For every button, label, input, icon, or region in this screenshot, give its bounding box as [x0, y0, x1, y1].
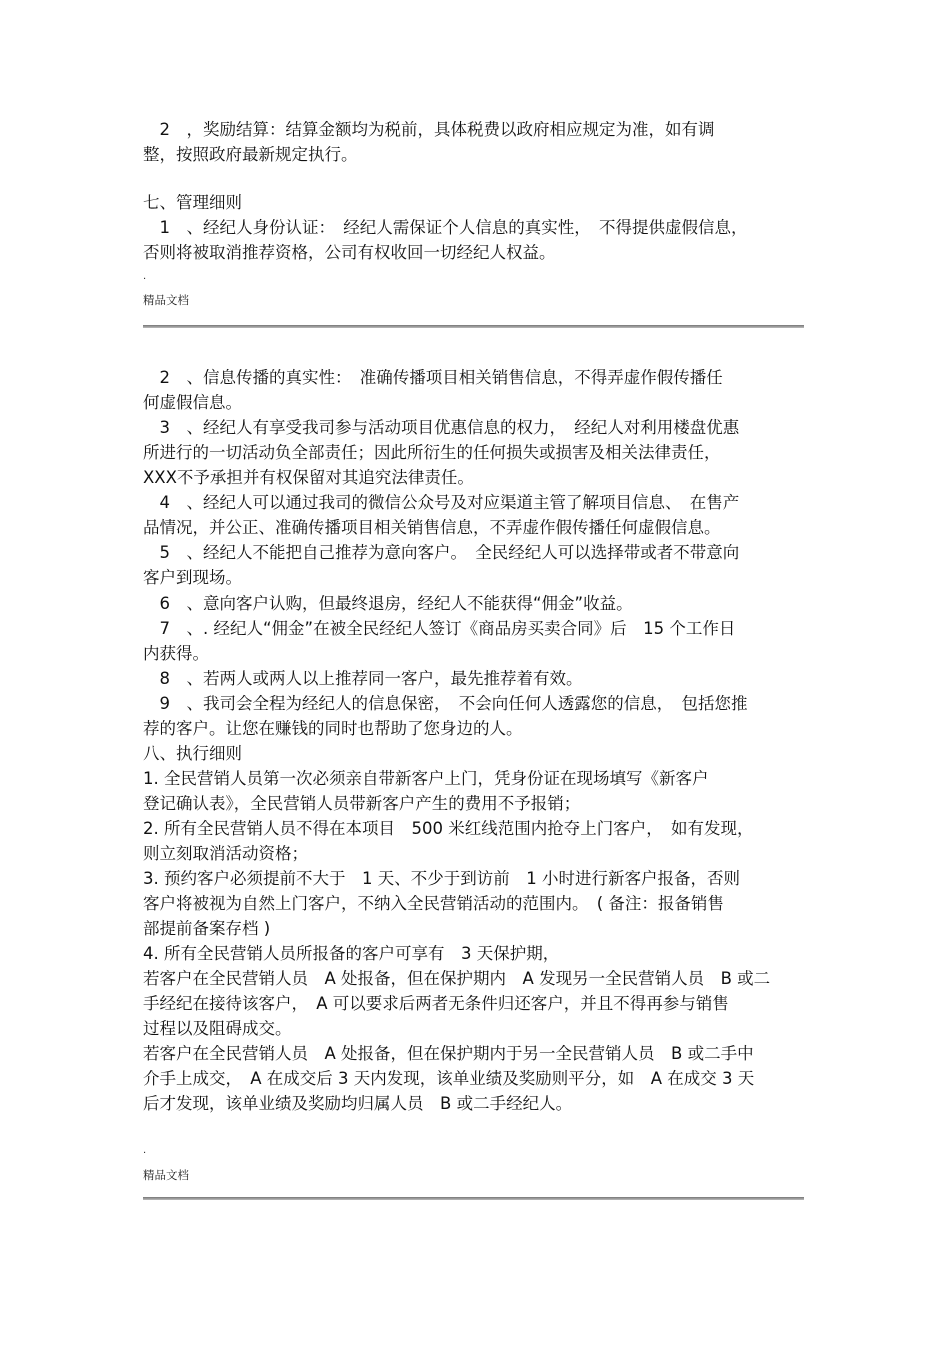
footer-dot: . — [143, 271, 147, 282]
paragraph-line: 则立刻取消活动资格； — [143, 844, 308, 863]
paragraph-line: 2 、信息传播的真实性： 准确传播项目相关销售信息，不得弄虚作假传播任 — [143, 368, 723, 387]
paragraph-line: 5 、经纪人不能把自己推荐为意向客户。 全民经纪人可以选择带或者不带意向 — [143, 543, 740, 562]
paragraph-line: 荐的客户。让您在赚钱的同时也帮助了您身边的人。 — [143, 719, 523, 738]
paragraph-line: 否则将被取消推荐资格，公司有权收回一切经纪人权益。 — [143, 243, 556, 262]
paragraph-line: 2 ，奖励结算：结算金额均为税前，具体税费以政府相应规定为准，如有调 — [143, 120, 715, 139]
paragraph-line: 品情况，并公正、准确传播项目相关销售信息，不弄虚作假传播任何虚假信息。 — [143, 518, 721, 537]
paragraph-line: 部提前备案存档 ) — [143, 919, 271, 938]
footer-label: 精品文档 — [143, 1168, 189, 1182]
paragraph-line: 3. 预约客户必须提前不大于 1 天、不少于到访前 1 小时进行新客户报备，否则 — [143, 869, 740, 888]
paragraph-line: 6 、意向客户认购，但最终退房，经纪人不能获得“佣金”收益。 — [143, 594, 633, 613]
paragraph-line: 客户到现场。 — [143, 568, 242, 587]
paragraph-line: 若客户在全民营销人员 A 处报备，但在保护期内 A 发现另一全民营销人员 B 或二 — [143, 969, 771, 988]
paragraph-line: 手经纪在接待该客户， A 可以要求后两者无条件归还客户，并且不得再参与销售 — [143, 994, 729, 1013]
paragraph-line: 4. 所有全民营销人员所报备的客户可享有 3 天保护期， — [143, 944, 560, 963]
paragraph-line: 客户将被视为自然上门客户，不纳入全民营销活动的范围内。 ( 备注：报备销售 — [143, 894, 724, 913]
paragraph-line: 1. 全民营销人员第一次必须亲自带新客户上门，凭身份证在现场填写《新客户 — [143, 769, 709, 788]
paragraph-line: 后才发现，该单业绩及奖励均归属人员 B 或二手经纪人。 — [143, 1094, 573, 1113]
footer-label: 精品文档 — [143, 293, 189, 307]
section-heading: 八、执行细则 — [143, 744, 242, 763]
paragraph-line: 若客户在全民营销人员 A 处报备，但在保护期内于另一全民营销人员 B 或二手中 — [143, 1044, 754, 1063]
paragraph-line: 介手上成交， A 在成交后 3 天内发现，该单业绩及奖励则平分，如 A 在成交 3 天 — [143, 1069, 755, 1088]
paragraph-line: 内获得。 — [143, 644, 209, 663]
footer-dot: . — [143, 1145, 147, 1156]
section-heading: 七、管理细则 — [143, 193, 242, 212]
paragraph-line: 2. 所有全民营销人员不得在本项目 500 米红线范围内抢夺上门客户， 如有发现， — [143, 819, 754, 838]
paragraph-line: 整，按照政府最新规定执行。 — [143, 145, 358, 164]
paragraph-line: 7 、. 经纪人“佣金”在被全民经纪人签订《商品房买卖合同》后 15 个工作日 — [143, 619, 736, 638]
page-divider — [143, 1197, 804, 1200]
paragraph-line: 1 、经纪人身份认证： 经纪人需保证个人信息的真实性， 不得提供虚假信息， — [143, 218, 748, 237]
paragraph-line: 4 、经纪人可以通过我司的微信公众号及对应渠道主管了解项目信息、 在售产 — [143, 493, 740, 512]
paragraph-line: 过程以及阻碍成交。 — [143, 1019, 292, 1038]
paragraph-line: 3 、经纪人有享受我司参与活动项目优惠信息的权力， 经纪人对利用楼盘优惠 — [143, 418, 740, 437]
page-divider — [143, 325, 804, 328]
paragraph-line: XXX不予承担并有权保留对其追究法律责任。 — [143, 468, 474, 487]
paragraph-line: 何虚假信息。 — [143, 393, 242, 412]
paragraph-line: 登记确认表》，全民营销人员带新客户产生的费用不予报销； — [143, 794, 581, 813]
paragraph-line: 9 、我司会全程为经纪人的信息保密， 不会向任何人透露您的信息， 包括您推 — [143, 694, 748, 713]
paragraph-line: 所进行的一切活动负全部责任；因此所衍生的任何损失或损害及相关法律责任， — [143, 443, 721, 462]
paragraph-line: 8 、若两人或两人以上推荐同一客户，最先推荐着有效。 — [143, 669, 583, 688]
